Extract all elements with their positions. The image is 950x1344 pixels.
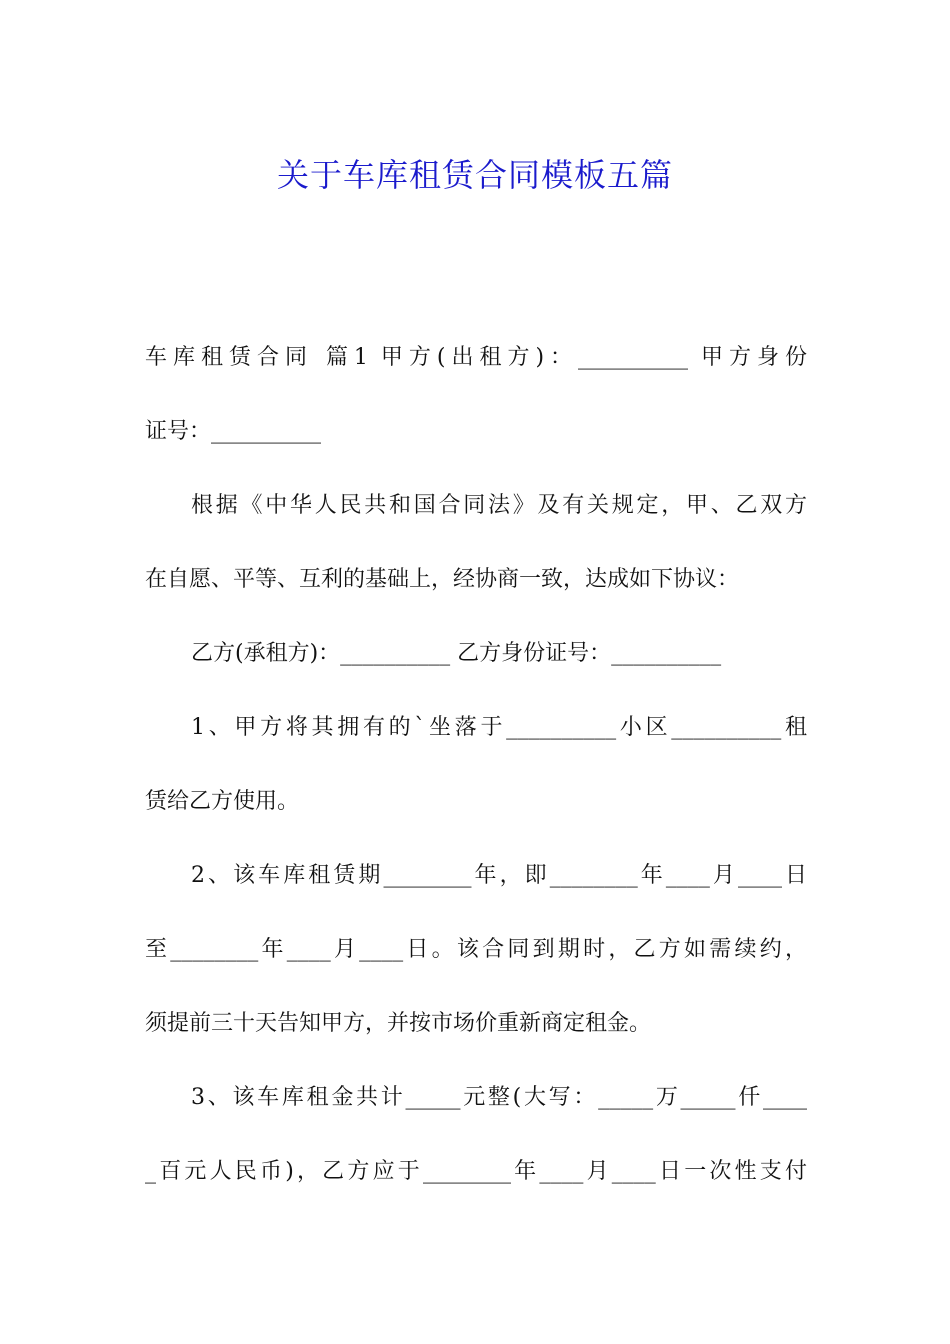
paragraph-line: 2、该车库租赁期________年，即________年____月____日 xyxy=(191,863,807,888)
paragraph-line: 须提前三十天告知甲方，并按市场价重新商定租金。 xyxy=(145,1011,652,1036)
document-body xyxy=(145,336,807,1224)
paragraph-line: 至________年____月____日。该合同到期时，乙方如需续约， xyxy=(145,937,807,962)
paragraph-line: 赁给乙方使用。 xyxy=(145,789,300,814)
paragraph-line: 车库租赁合同 篇1 甲方(出租方)：__________ 甲方身份 xyxy=(145,345,807,370)
paragraph-line: 乙方(承租方)：__________ 乙方身份证号：__________ xyxy=(191,641,722,666)
paragraph-line: 证号：__________ xyxy=(145,419,322,444)
paragraph-line: 1、甲方将其拥有的`坐落于__________小区__________租 xyxy=(191,715,807,740)
document-title: 关于车库租赁合同模板五篇 xyxy=(276,156,673,195)
paragraph-line: 根据《中华人民共和国合同法》及有关规定，甲、乙双方 xyxy=(191,493,807,518)
paragraph-line: 在自愿、平等、互利的基础上，经协商一致，达成如下协议： xyxy=(145,567,740,592)
paragraph-line: 3、该车库租金共计_____元整(大写：_____万_____仟____ xyxy=(191,1085,807,1110)
paragraph-line: _百元人民币)，乙方应于________年____月____日一次性支付 xyxy=(145,1159,807,1184)
